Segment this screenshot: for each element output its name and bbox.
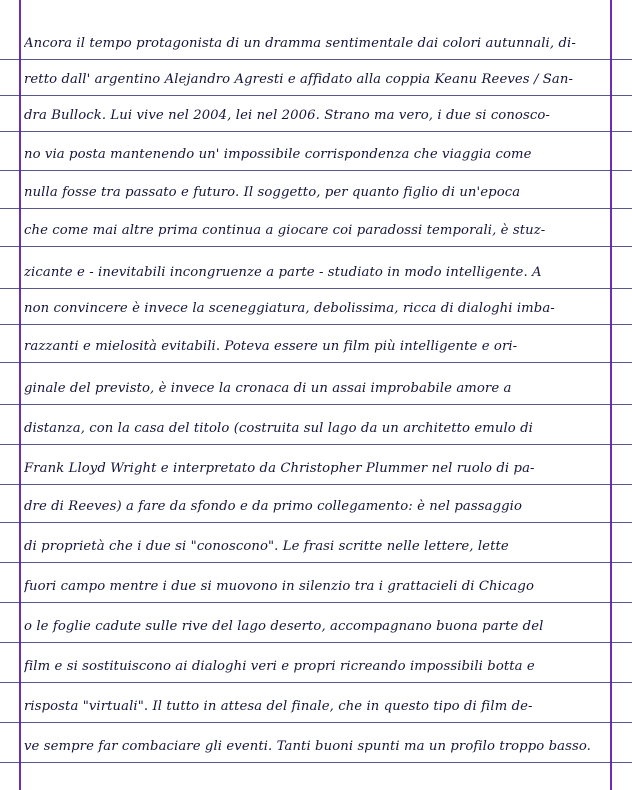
text-line: Ancora il tempo protagonista di un dramma sentimentale dai colori autunnali, di- — [24, 36, 576, 51]
text-line: risposta "virtuali". Il tutto in attesa del finale, che in questo tipo di film de- — [24, 699, 533, 714]
left-margin-line — [19, 0, 21, 790]
text-line: dra Bullock. Lui vive nel 2004, lei nel 2006. Strano ma vero, i due si conosco- — [24, 108, 550, 123]
text-line: non convincere è invece la sceneggiatura, debolissima, ricca di dialoghi imba- — [24, 301, 555, 316]
text-line: no via posta mantenendo un' impossibile corrispondenza che viaggia come — [24, 147, 532, 162]
text-line: razzanti e mielosità evitabili. Poteva essere un film più intelligente e ori- — [24, 339, 518, 354]
text-line: nulla fosse tra passato e futuro. Il soggetto, per quanto figlio di un'epoca — [24, 185, 521, 200]
text-line: distanza, con la casa del titolo (costruita sul lago da un architetto emulo di — [24, 421, 534, 436]
right-margin-line — [610, 0, 612, 790]
text-line: ginale del previsto, è invece la cronaca di un assai improbabile amore a — [24, 381, 512, 396]
text-line: Frank Lloyd Wright e interpretato da Christopher Plummer nel ruolo di pa- — [24, 461, 535, 476]
text-line: o le foglie cadute sulle rive del lago deserto, accompagnano buona parte del — [24, 619, 544, 634]
text-line: fuori campo mentre i due si muovono in silenzio tra i grattacieli di Chicago — [24, 579, 534, 594]
text-line: film e si sostituiscono ai dialoghi veri e propri ricreando impossibili botta e — [24, 659, 535, 674]
text-line: dre di Reeves) a fare da sfondo e da primo collegamento: è nel passaggio — [24, 499, 523, 514]
text-line: zicante e - inevitabili incongruenze a parte - studiato in modo intelligente. A — [24, 265, 542, 280]
text-line: ve sempre far combaciare gli eventi. Tanti buoni spunti ma un profilo troppo basso. — [24, 739, 591, 754]
text-line: retto dall' argentino Alejandro Agresti e affidato alla coppia Keanu Reeves / San- — [24, 72, 574, 87]
text-line: di proprietà che i due si "conoscono". Le frasi scritte nelle lettere, lette — [24, 539, 509, 554]
text-line: che come mai altre prima continua a giocare coi paradossi temporali, è stuz- — [24, 223, 546, 238]
